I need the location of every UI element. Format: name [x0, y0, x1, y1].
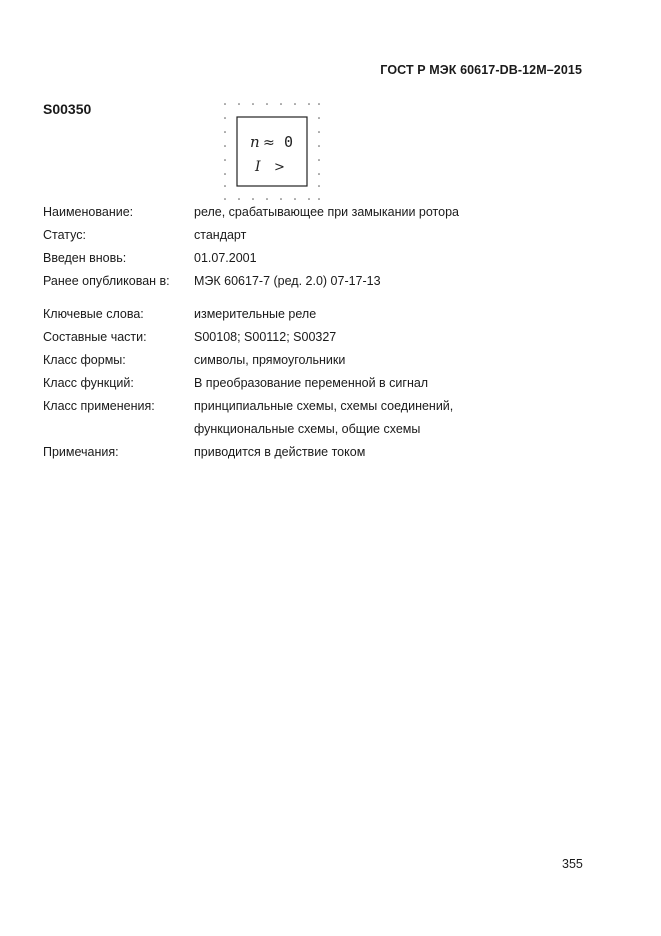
field-label: Ранее опубликован в:: [43, 274, 170, 288]
field-label: Класс формы:: [43, 353, 126, 367]
field-value: приводится в действие током: [194, 445, 366, 459]
field-shape-class: [43, 353, 603, 371]
symbol-zero: 0: [284, 133, 294, 151]
symbol-n: n: [250, 133, 260, 151]
symbol-i: I: [255, 159, 261, 175]
field-application-class-continued: [43, 422, 603, 440]
symbol-code: S00350: [43, 101, 92, 117]
field-value: символы, прямоугольники: [194, 353, 346, 367]
field-value: реле, срабатывающее при замыкании ротора: [194, 205, 459, 219]
field-value: МЭК 60617-7 (ред. 2.0) 07-17-13: [194, 274, 381, 288]
field-components: [43, 330, 603, 348]
field-label: Наименование:: [43, 205, 134, 219]
field-notes: [43, 445, 603, 463]
document-header: ГОСТ Р МЭК 60617-DB-12M–2015: [380, 63, 582, 77]
field-label: Введен вновь:: [43, 251, 127, 265]
symbol-gt: >: [274, 160, 285, 175]
field-name: [43, 205, 603, 223]
symbol-grid-dots: [224, 103, 320, 200]
symbol-frame: [237, 117, 307, 186]
field-keywords: [43, 307, 603, 325]
page-number: 355: [562, 857, 583, 871]
field-value: функциональные схемы, общие схемы: [194, 422, 421, 436]
field-label: Класс функций:: [43, 376, 134, 390]
field-previously-published: [43, 274, 603, 292]
field-label: Примечания:: [43, 445, 119, 459]
field-application-class: [43, 399, 603, 417]
field-status: [43, 228, 603, 246]
relay-symbol-diagram: [220, 100, 324, 202]
field-label: Составные части:: [43, 330, 147, 344]
field-value: B преобразование переменной в сигнал: [194, 376, 429, 390]
field-introduced: [43, 251, 603, 269]
field-function-class: [43, 376, 603, 394]
field-value: измерительные реле: [194, 307, 317, 321]
field-label: Ключевые слова:: [43, 307, 144, 321]
field-value: стандарт: [194, 228, 247, 242]
field-label: Статус:: [43, 228, 86, 242]
field-value: S00108; S00112; S00327: [194, 330, 337, 344]
field-value: 01.07.2001: [194, 251, 257, 265]
symbol-approx: ≈: [263, 135, 275, 151]
field-label: Класс применения:: [43, 399, 155, 413]
field-value: принципиальные схемы, схемы соединений,: [194, 399, 454, 413]
